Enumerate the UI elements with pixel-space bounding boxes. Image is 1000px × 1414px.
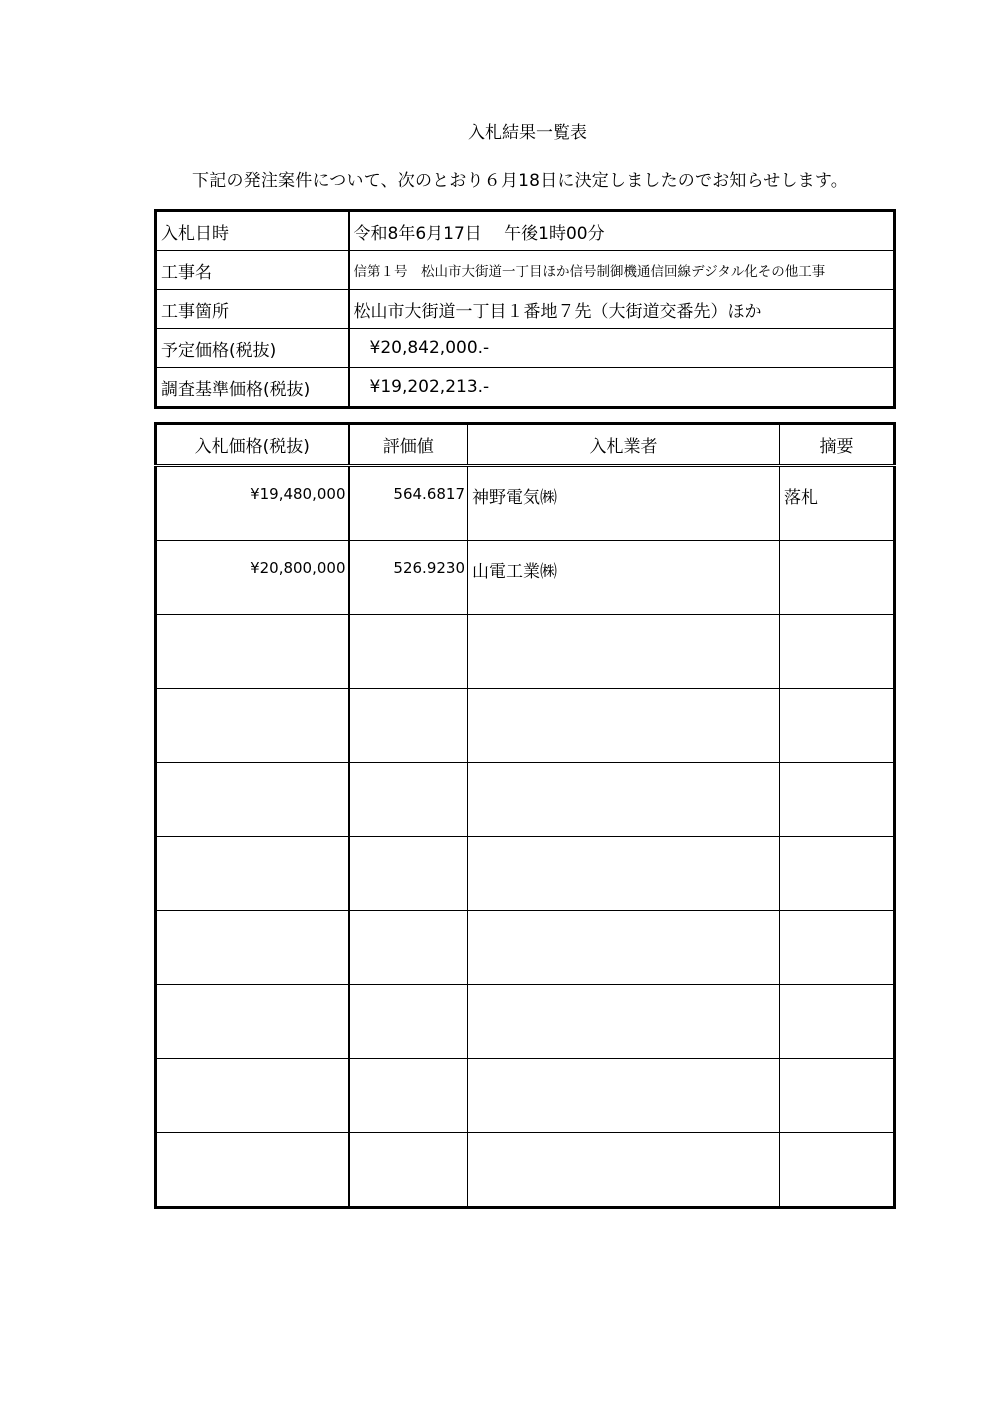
score-cell [349,911,468,985]
survey-price-row [156,368,895,408]
table-row [156,911,895,985]
bid-price-cell [156,763,349,837]
header-score: 評価値 [349,424,468,466]
bid-date-label: 入札日時 [156,211,349,251]
table-row [156,541,895,615]
bid-price-cell [156,1059,349,1133]
survey-price-value: ¥19,202,213.- [349,368,895,408]
table-row [156,615,895,689]
survey-price-label: 調査基準価格(税抜) [156,368,349,408]
page-title: 入札結果一覧表 [468,123,587,143]
location-label: 工事箇所 [156,290,349,329]
note-cell [780,1059,895,1133]
vendor-cell [468,615,780,689]
bid-price-cell [156,911,349,985]
project-name-value: 信第１号 松山市大街道一丁目ほか信号制御機通信回線デジタル化その他工事 [349,251,895,290]
score-cell [349,763,468,837]
note-cell [780,911,895,985]
table-row [156,466,895,541]
bid-price-cell [156,837,349,911]
score-cell [349,689,468,763]
vendor-cell [468,763,780,837]
planned-price-row [156,329,895,368]
bid-price-cell: ¥20,800,000 [156,541,349,615]
bid-price-cell [156,689,349,763]
score-cell: 526.9230 [349,541,468,615]
note-cell [780,1133,895,1208]
vendor-cell [468,985,780,1059]
score-cell [349,1059,468,1133]
vendor-cell: 山電工業㈱ [468,541,780,615]
bid-results-header-row [156,424,895,466]
table-row [156,837,895,911]
vendor-cell [468,1059,780,1133]
table-row [156,1059,895,1133]
vendor-cell [468,911,780,985]
bid-date-row [156,211,895,251]
note-cell [780,837,895,911]
score-cell [349,1133,468,1208]
score-cell [349,985,468,1059]
note-cell [780,615,895,689]
bid-date-value: 令和8年6月17日 午後1時00分 [349,211,895,251]
score-cell: 564.6817 [349,466,468,541]
location-row [156,290,895,329]
table-row [156,1133,895,1208]
bid-price-cell [156,1133,349,1208]
vendor-cell [468,689,780,763]
note-cell [780,763,895,837]
table-row [156,763,895,837]
header-bid-price: 入札価格(税抜) [156,424,349,466]
score-cell [349,837,468,911]
vendor-cell: 神野電気㈱ [468,466,780,541]
score-cell [349,615,468,689]
bid-price-cell [156,985,349,1059]
header-vendor: 入札業者 [468,424,780,466]
bid-price-cell [156,615,349,689]
bid-info-table [154,209,896,409]
planned-price-label: 予定価格(税抜) [156,329,349,368]
bid-price-cell: ¥19,480,000 [156,466,349,541]
note-cell: 落札 [780,466,895,541]
planned-price-value: ¥20,842,000.- [349,329,895,368]
table-row [156,689,895,763]
vendor-cell [468,837,780,911]
note-cell [780,541,895,615]
note-cell [780,689,895,763]
project-name-row [156,251,895,290]
vendor-cell [468,1133,780,1208]
note-cell [780,985,895,1059]
project-name-label: 工事名 [156,251,349,290]
notice-text: 下記の発注案件について、次のとおり６月18日に決定しましたのでお知らせします。 [192,171,848,191]
table-row [156,985,895,1059]
location-value: 松山市大街道一丁目１番地７先（大街道交番先）ほか [349,290,895,329]
bid-results-table [154,422,896,1209]
header-note: 摘要 [780,424,895,466]
